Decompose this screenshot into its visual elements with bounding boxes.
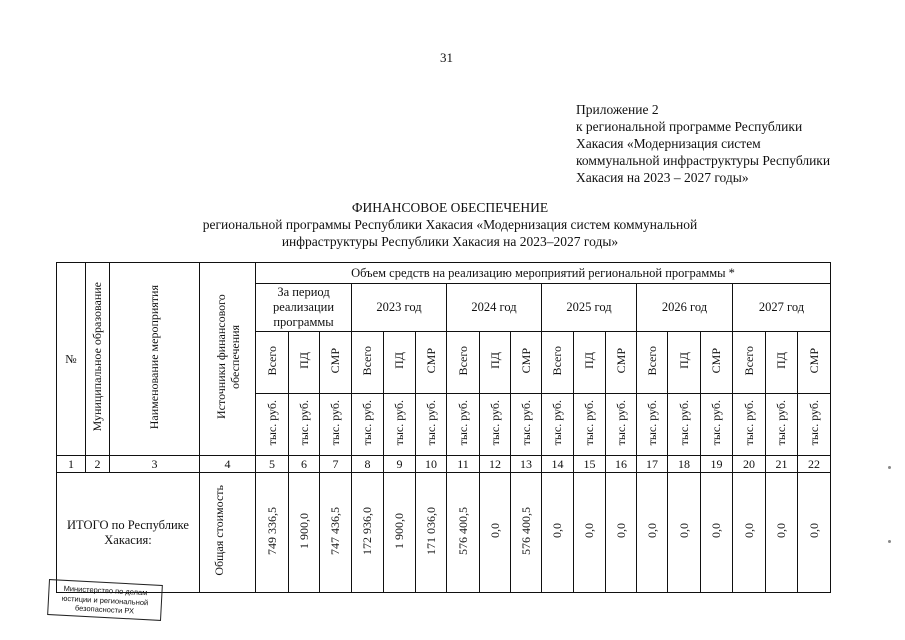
column-number: 13 (511, 456, 542, 473)
column-number: 17 (637, 456, 668, 473)
total-value: 0,0 (542, 473, 574, 593)
header-subtype: ПД (289, 332, 320, 394)
header-subtype: Всего (447, 332, 480, 394)
total-value: 747 436,5 (320, 473, 352, 593)
header-unit: тыс. руб. (798, 394, 831, 456)
header-unit: тыс. руб. (480, 394, 511, 456)
header-subtype: Всего (256, 332, 289, 394)
header-unit: тыс. руб. (733, 394, 766, 456)
column-number: 21 (766, 456, 798, 473)
header-subtype: СМР (320, 332, 352, 394)
header-subtype: СМР (511, 332, 542, 394)
total-value: 0,0 (668, 473, 701, 593)
appendix-line: Хакасия «Модернизация систем (576, 136, 761, 151)
header-subtype: Всего (733, 332, 766, 394)
appendix-line: Хакасия на 2023 – 2027 годы» (576, 170, 749, 185)
column-number: 3 (110, 456, 200, 473)
total-value: 1 900,0 (384, 473, 416, 593)
title-line: региональной программы Республики Хакасия «Модернизация систем коммунальной (202, 217, 698, 232)
total-value: 0,0 (606, 473, 637, 593)
total-value: 1 900,0 (289, 473, 320, 593)
stamp-line: юстиции и региональной (61, 593, 149, 607)
total-value: 576 400,5 (511, 473, 542, 593)
column-number: 9 (384, 456, 416, 473)
header-no: № (57, 263, 86, 456)
total-label: ИТОГО по Республике Хакасия: (57, 473, 200, 593)
total-value: 0,0 (733, 473, 766, 593)
header-unit: тыс. руб. (701, 394, 733, 456)
header-year-2023: 2023 год (352, 284, 447, 332)
total-value: 171 036,0 (416, 473, 447, 593)
column-number: 4 (200, 456, 256, 473)
header-subtype: ПД (766, 332, 798, 394)
total-value: 749 336,5 (256, 473, 289, 593)
column-number: 15 (574, 456, 606, 473)
header-source: Источники финансового обеспечения (200, 263, 256, 456)
total-value: 172 936,0 (352, 473, 384, 593)
appendix-line: коммунальной инфраструктуры Республики (576, 153, 831, 168)
column-number: 5 (256, 456, 289, 473)
column-number: 10 (416, 456, 447, 473)
header-unit: тыс. руб. (352, 394, 384, 456)
total-value: 0,0 (798, 473, 831, 593)
header-subtype: Всего (637, 332, 668, 394)
header-unit: тыс. руб. (511, 394, 542, 456)
column-number: 8 (352, 456, 384, 473)
header-unit: тыс. руб. (606, 394, 637, 456)
column-number: 16 (606, 456, 637, 473)
header-year-2025: 2025 год (542, 284, 637, 332)
financing-table (56, 262, 831, 593)
column-number: 12 (480, 456, 511, 473)
total-value: 0,0 (766, 473, 798, 593)
header-unit: тыс. руб. (320, 394, 352, 456)
header-subtype: СМР (701, 332, 733, 394)
column-number: 22 (798, 456, 831, 473)
column-number: 1 (57, 456, 86, 473)
header-year-2024: 2024 год (447, 284, 542, 332)
column-number: 19 (701, 456, 733, 473)
header-unit: тыс. руб. (766, 394, 798, 456)
header-subtype: Всего (542, 332, 574, 394)
header-unit: тыс. руб. (416, 394, 447, 456)
column-number: 2 (86, 456, 110, 473)
column-number: 20 (733, 456, 766, 473)
total-value: 576 400,5 (447, 473, 480, 593)
scan-speck (888, 466, 891, 469)
header-unit: тыс. руб. (256, 394, 289, 456)
appendix-note (576, 101, 830, 186)
ministry-stamp (47, 579, 163, 621)
header-subtype: ПД (480, 332, 511, 394)
page-number: 31 (440, 50, 453, 65)
stamp-line: безопасности РХ (74, 603, 135, 616)
appendix-line: к региональной программе Республики (576, 119, 803, 134)
title-line: ФИНАНСОВОЕ ОБЕСПЕЧЕНИЕ (351, 200, 549, 215)
header-subtype: ПД (384, 332, 416, 394)
header-unit: тыс. руб. (668, 394, 701, 456)
header-year-2027: 2027 год (733, 284, 831, 332)
header-subtype: СМР (416, 332, 447, 394)
title-line: инфраструктуры Республики Хакасия на 2023–2027 годы» (281, 234, 619, 249)
header-year-2026: 2026 год (637, 284, 733, 332)
total-value: 0,0 (701, 473, 733, 593)
header-unit: тыс. руб. (384, 394, 416, 456)
header-unit: тыс. руб. (542, 394, 574, 456)
header-unit: тыс. руб. (289, 394, 320, 456)
header-unit: тыс. руб. (637, 394, 668, 456)
header-activity: Наименование мероприятия (110, 263, 200, 456)
header-subtype: ПД (668, 332, 701, 394)
appendix-line: Приложение 2 (576, 102, 659, 117)
document-title (100, 199, 800, 250)
total-value: 0,0 (637, 473, 668, 593)
column-number: 14 (542, 456, 574, 473)
scan-speck (888, 540, 891, 543)
column-number: 6 (289, 456, 320, 473)
header-volume: Объем средств на реализацию мероприятий региональной программы * (256, 263, 831, 284)
stamp-line: Министерство по делам (63, 583, 148, 598)
column-number: 11 (447, 456, 480, 473)
total-source: Общая стоимость (200, 473, 256, 593)
header-subtype: ПД (574, 332, 606, 394)
column-number: 18 (668, 456, 701, 473)
header-subtype: Всего (352, 332, 384, 394)
header-subtype: СМР (798, 332, 831, 394)
header-unit: тыс. руб. (447, 394, 480, 456)
header-municipality: Муниципальное образование (86, 263, 110, 456)
total-value: 0,0 (574, 473, 606, 593)
header-unit: тыс. руб. (574, 394, 606, 456)
header-subtype: СМР (606, 332, 637, 394)
column-number: 7 (320, 456, 352, 473)
header-period: За период реализации программы (256, 284, 352, 332)
total-value: 0,0 (480, 473, 511, 593)
